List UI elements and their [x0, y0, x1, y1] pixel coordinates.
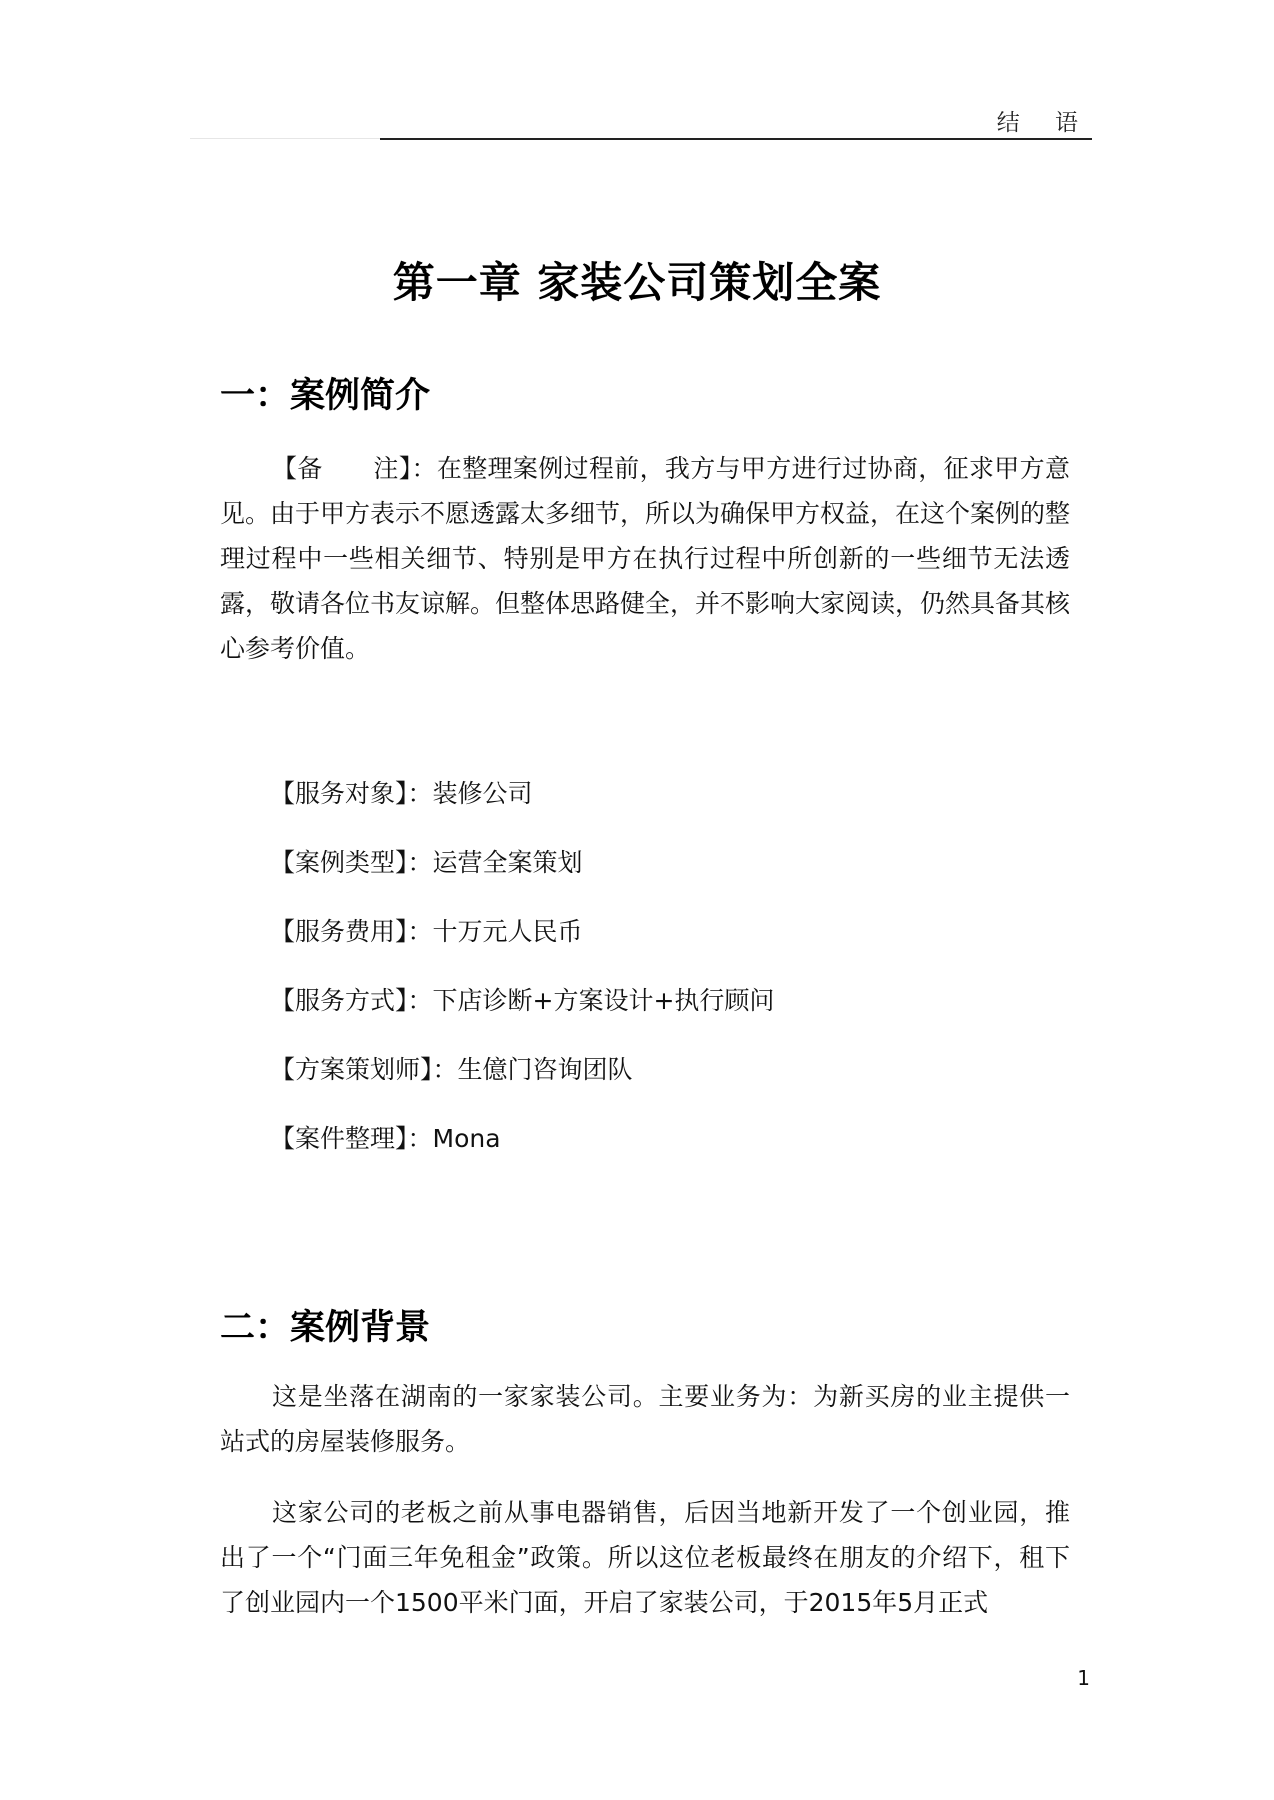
info-item-planner: 【方案策划师】：生億门咨询团队	[270, 1055, 633, 1084]
section-heading-background: 二：案例背景	[220, 1308, 431, 1348]
section-heading-intro: 一：案例简介	[220, 376, 431, 416]
background-paragraph-2: 这家公司的老板之前从事电器销售，后因当地新开发了一个创业园，推出了一个“门面三年免租金”政策。所以这位老板最终在朋友的介绍下，租下了创业园内一个1500平米门面，开启了家装公司，于2015年5月正式	[220, 1498, 1070, 1617]
chapter-title: 第一章 家装公司策划全案	[392, 258, 882, 308]
header-rule-light	[190, 138, 380, 139]
intro-note-paragraph: 【备 注】：在整理案例过程前，我方与甲方进行过协商，征求甲方意见。由于甲方表示不愿透露太多细节，所以为确保甲方权益，在这个案例的整理过程中一些相关细节、特别是甲方在执行过程中所创新的一些细节无法透露，敬请各位书友谅解。但整体思路健全，并不影响大家阅读，仍然具备其核心参考价值。	[220, 454, 1071, 663]
header-rule	[380, 138, 1092, 140]
case-info-list	[270, 774, 774, 1188]
info-item-service-fee: 【服务费用】：十万元人民币	[270, 917, 583, 946]
background-paragraph-1: 这是坐落在湖南的一家家装公司。主要业务为：为新买房的业主提供一站式的房屋装修服务。	[220, 1382, 1070, 1456]
info-item-compiler: 【案件整理】：Mona	[270, 1124, 501, 1153]
page-number: 1	[1077, 1666, 1090, 1690]
running-header-title: 结 语	[996, 110, 1092, 136]
info-item-case-type: 【案例类型】：运营全案策划	[270, 848, 583, 877]
info-item-service-method: 【服务方式】：下店诊断+方案设计+执行顾问	[270, 986, 775, 1015]
running-header	[0, 0, 1274, 145]
info-item-service-target: 【服务对象】：装修公司	[270, 779, 533, 808]
